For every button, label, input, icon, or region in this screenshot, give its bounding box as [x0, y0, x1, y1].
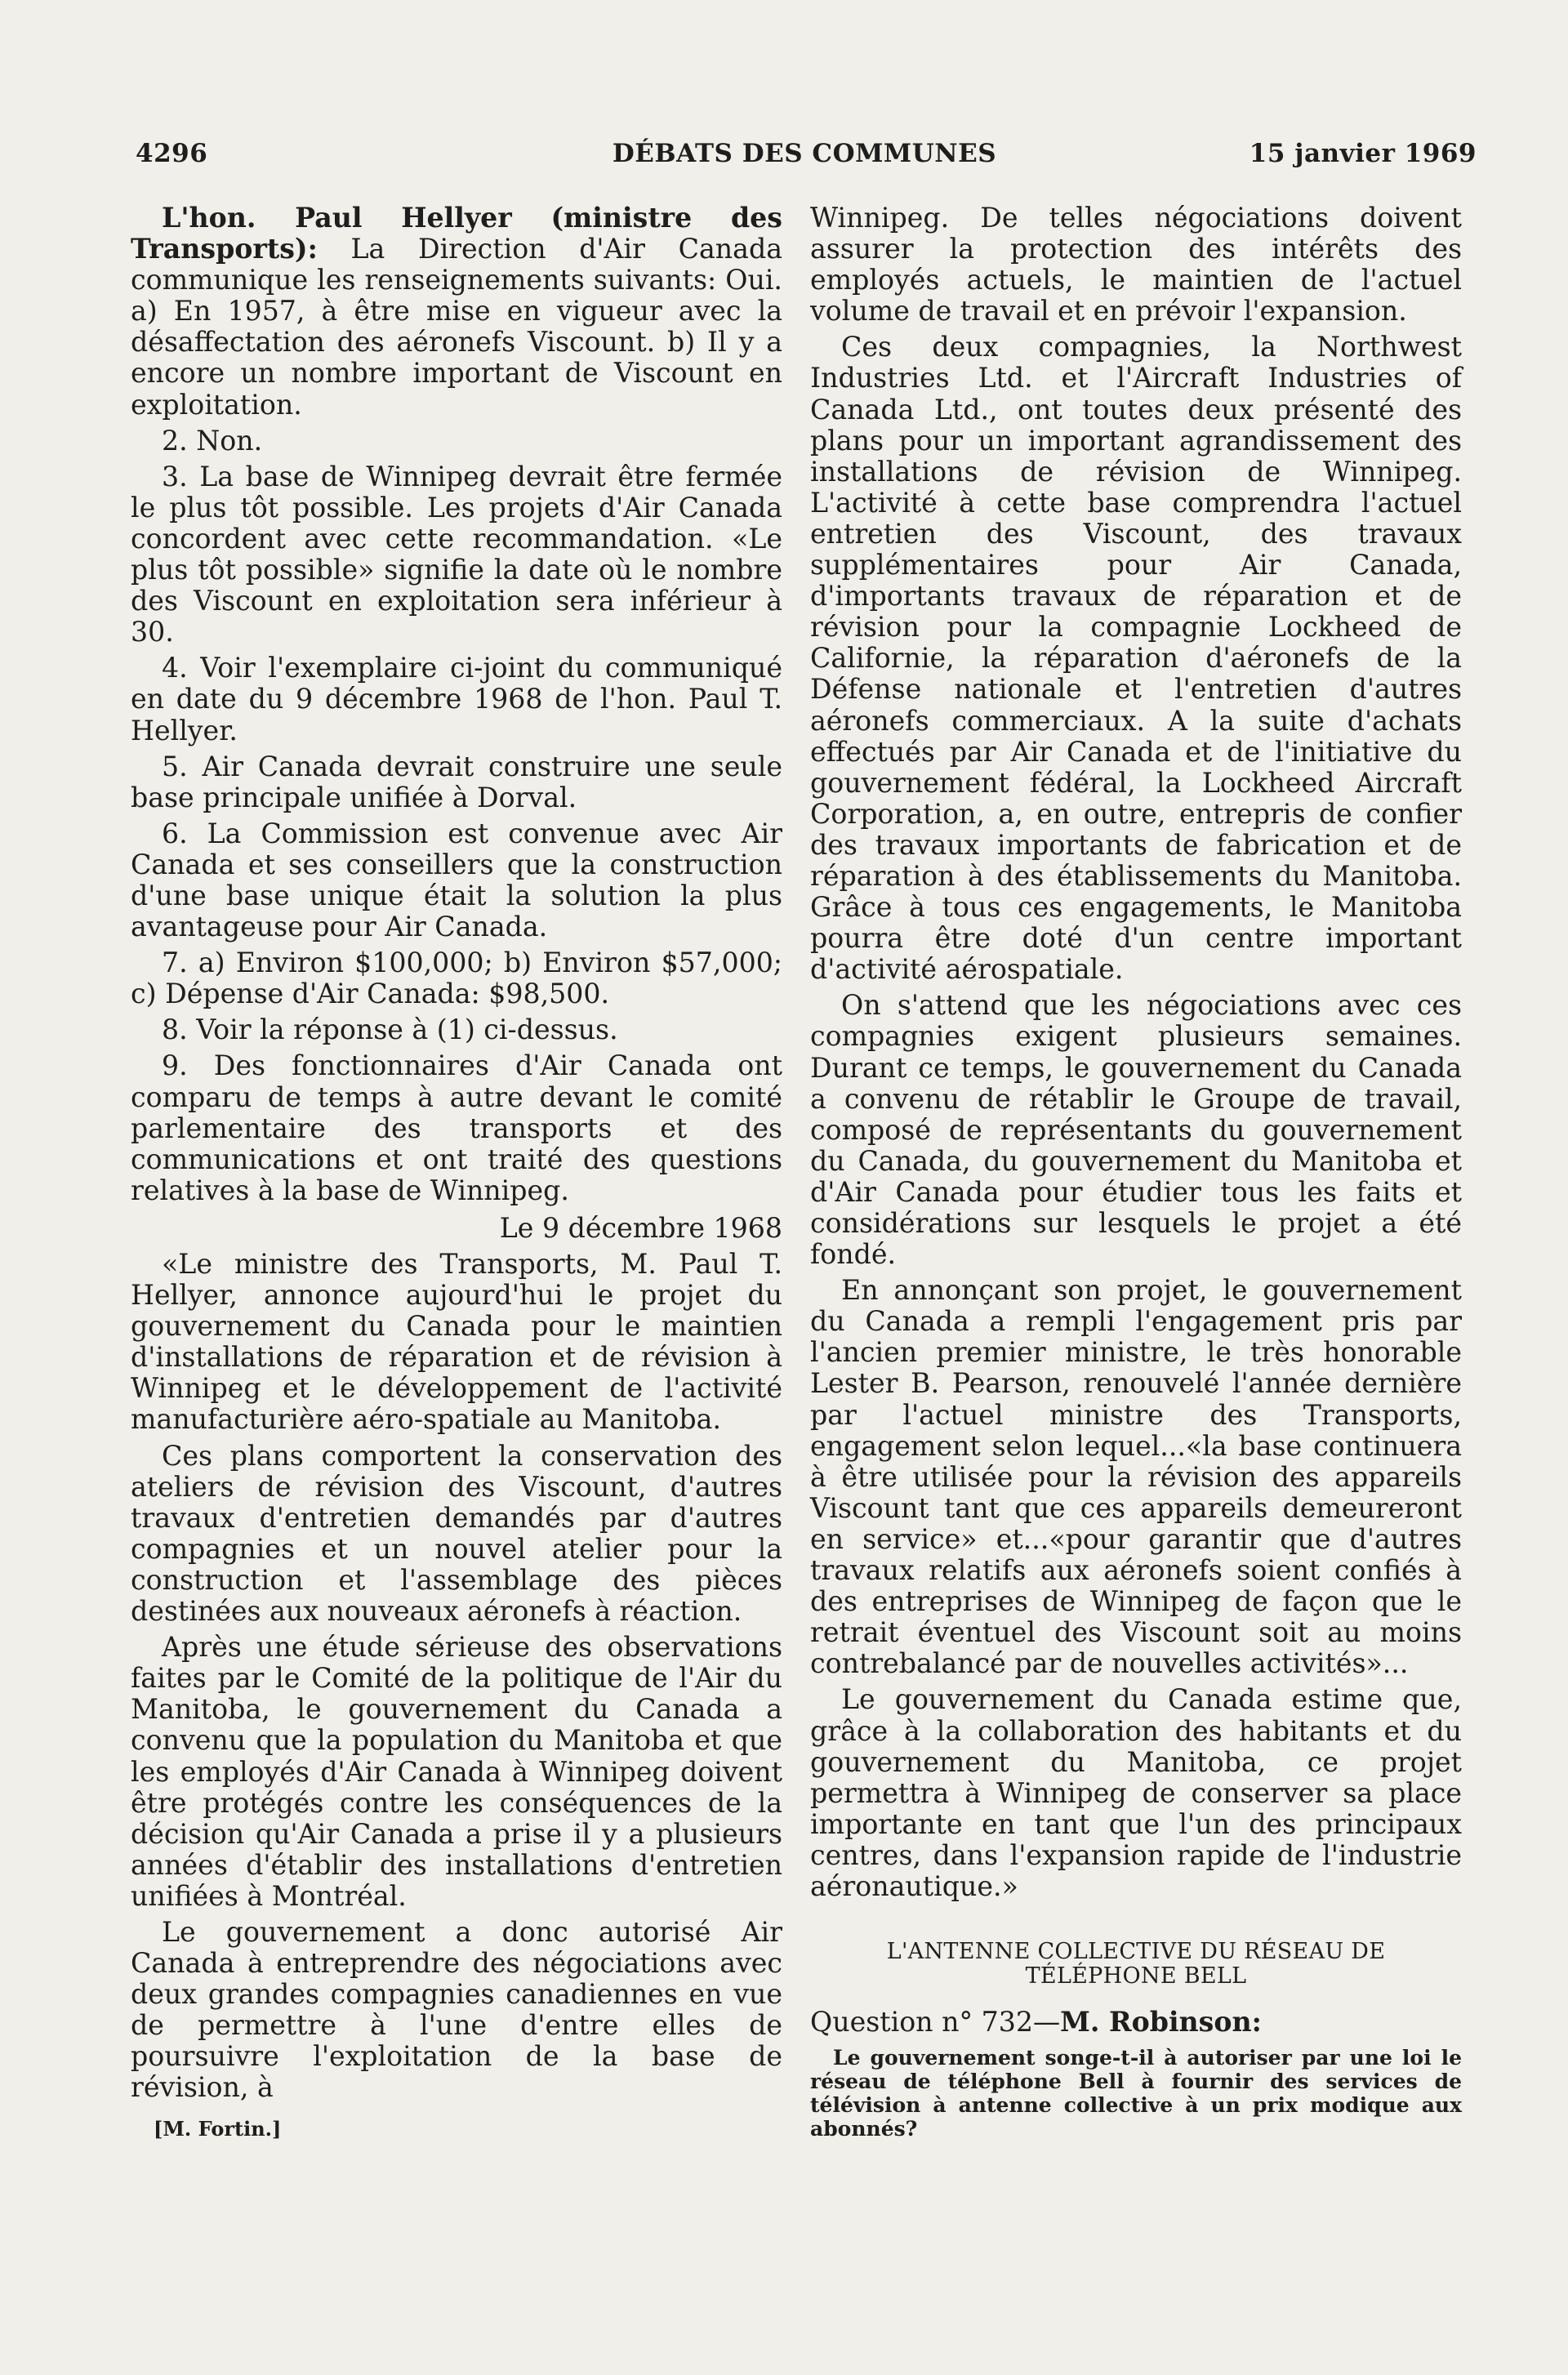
- answer-item-2: 2. Non.: [162, 424, 263, 457]
- section-heading-line-1: L'ANTENNE COLLECTIVE DU RÉSEAU DE: [886, 1939, 1386, 1965]
- answer-item-5: 5. Air Canada devrait construire une seule base principale unifiée à Dorval.: [131, 750, 782, 813]
- press-release-paragraph-8: Le gouvernement du Canada estime que, grâce à la collaboration des habitants et du gouvernement du Manitoba, ce projet permettra à Winnipeg de conserver sa place importante en tant que l'un des principaux centres, dans l'expansion rapide de l'industrie aéronautique.»: [810, 1683, 1462, 1902]
- press-release-paragraph-1: «Le ministre des Transports, M. Paul T. Hellyer, annonce aujourd'hui le projet du gouvernement du Canada pour le maintien d'installations de réparation et de révision à Winnipeg et le développement de l'activité manufacturière aéro-spatiale au Manitoba.: [131, 1248, 782, 1436]
- answer-item-9: 9. Des fonctionnaires d'Air Canada ont comparu de temps à autre devant le comité parlementaire des transports et des communications et ont traité des questions relatives à la base de Winnipeg.: [131, 1049, 782, 1206]
- answer-item-7: 7. a) Environ $100,000; b) Environ $57,000; c) Dépense d'Air Canada: $98,500.: [131, 947, 782, 1010]
- publication-title: DÉBATS DES COMMUNES: [612, 139, 997, 168]
- answer-intro-paragraph: [131, 203, 782, 421]
- answer-item-6: 6. La Commission est convenue avec Air Canada et ses conseillers que la construction d'une base unique était la solution la plus avantageuse pour Air Canada.: [131, 817, 782, 943]
- press-release-paragraph-2: Ces plans comportent la conservation des ateliers de révision des Viscount, d'autres travaux d'entretien demandés par d'autres compagnies et un nouvel atelier pour la construction et l'assemblage des pièces destinées aux nouveaux aéronefs à réaction.: [131, 1439, 782, 1628]
- press-release-paragraph-7: En annonçant son projet, le gouvernement du Canada a rempli l'engagement pris par l'ancien premier ministre, le très honorable Lester B. Pearson, renouvelé l'année dernière par l'actuel ministre des Transports, engagement selon lequel...«la base continuera à être utilisée pour la révision des appareils Viscount tant que ces appareils demeureront en service» et...«pour garantir que d'autres travaux relatifs aux aéronefs soient confiés à des entreprises de Winnipeg de façon que le retrait éventuel des Viscount soit au moins contrebalancé par de nouvelles activités»...: [810, 1274, 1462, 1680]
- question-text: Le gouvernement songe-t-il à autoriser par une loi le réseau de téléphone Bell à fournir des services de télévision à antenne collective à un prix modique aux abonnés?: [810, 2046, 1462, 2141]
- press-release-date: Le 9 décembre 1968: [499, 1211, 782, 1244]
- left-column: [131, 203, 782, 2145]
- right-column: [810, 203, 1462, 2141]
- section-heading-line-2: TÉLÉPHONE BELL: [1025, 1963, 1247, 1990]
- press-release-continuation: Winnipeg. De telles négociations doivent assurer la protection des intérêts des employés actuels, le maintien de l'actuel volume de travail et en prévoir l'expansion.: [810, 202, 1462, 328]
- press-release-paragraph-3: Après une étude sérieuse des observations faites par le Comité de la politique de l'Air du Manitoba, le gouvernement du Canada a convenu que la population du Manitoba et que les employés d'Air Canada à Winnipeg doivent être protégés contre les conséquences de la décision qu'Air Canada a prise il y a plusieurs années d'établir des installations d'entretien unifiées à Montréal.: [131, 1631, 782, 1912]
- speaker-name: L'hon. Paul Hellyer (ministre des Transports):: [131, 202, 782, 265]
- question-line: [810, 2007, 1462, 2038]
- answer-item-3: 3. La base de Winnipeg devrait être fermée le plus tôt possible. Les projets d'Air Canada concordent avec cette recommandation. «Le plus tôt possible» signifie la date où le nombre des Viscount en exploitation sera inférieur à 30.: [131, 460, 782, 648]
- question-label: Question n° 732—: [810, 2006, 1061, 2039]
- page-header: [131, 139, 1478, 175]
- press-release-paragraph-4: Le gouvernement a donc autorisé Air Canada à entreprendre des négociations avec deux grandes compagnies canadiennes en vue de permettre à l'une d'entre elles de poursuivre l'exploitation de la base de révision, à: [131, 1915, 782, 2104]
- question-author: M. Robinson:: [1060, 2006, 1262, 2039]
- section-heading: [810, 1940, 1462, 1989]
- issue-date: 15 janvier 1969: [1249, 139, 1477, 168]
- press-release-paragraph-6: On s'attend que les négociations avec ces compagnies exigent plusieurs semaines. Durant ce temps, le gouvernement du Canada a convenu de rétablir le Groupe de travail, composé de représentants du gouvernement du Canada, du gouvernement du Manitoba et d'Air Canada pour étudier tous les faits et considérations sur lesquels le projet a été fondé.: [810, 989, 1462, 1271]
- speaker-signature: [M. Fortin.]: [154, 2116, 282, 2141]
- page-number: 4296: [136, 139, 208, 168]
- answer-item-4: 4. Voir l'exemplaire ci-joint du communiqué en date du 9 décembre 1968 de l'hon. Paul T. Hellyer.: [131, 652, 782, 746]
- answer-item-8: 8. Voir la réponse à (1) ci-dessus.: [162, 1014, 618, 1046]
- press-release-paragraph-5: Ces deux compagnies, la Northwest Industries Ltd. et l'Aircraft Industries of Canada Ltd., ont toutes deux présenté des plans pour un important agrandissement des installations de révision de Winnipeg. L'activité à cette base comprendra l'actuel entretien des Viscount, des travaux supplémentaires pour Air Canada, d'importants travaux de réparation et de révision pour la compagnie Lockheed de Californie, la réparation d'aéronefs de la Défense nationale et l'entretien d'autres aéronefs commerciaux. A la suite d'achats effectués par Air Canada et de l'initiative du gouvernement fédéral, la Lockheed Aircraft Corporation, a, en outre, entrepris de confier des travaux importants de fabrication et de réparation à des établissements du Manitoba. Grâce à tous ces engagements, le Manitoba pourra être doté d'un centre important d'activité aérospatiale.: [810, 331, 1462, 986]
- answer-intro-text: La Direction d'Air Canada communique les renseignements suivants: Oui. a) En 1957, à être mise en vigueur avec la désaffectation des aéronefs Viscount. b) Il y a encore un nombre important de Viscount en exploitation.: [131, 233, 782, 421]
